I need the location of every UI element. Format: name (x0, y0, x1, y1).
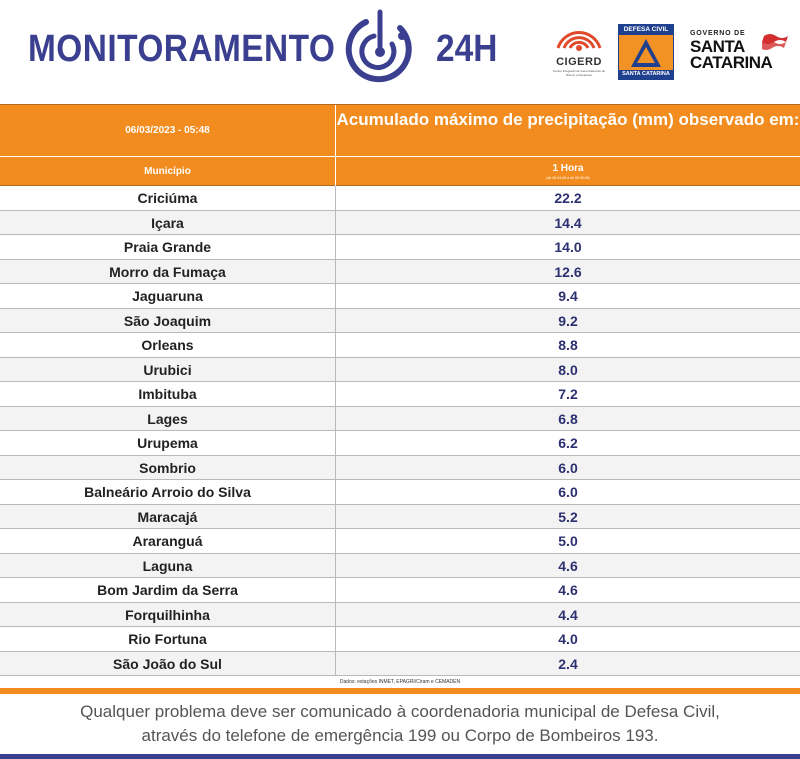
table-title: Acumulado máximo de precipitação (mm) observado em: (336, 105, 800, 157)
flag-icon (762, 32, 788, 50)
value-cell: 4.6 (558, 582, 578, 598)
value-cell: 6.0 (558, 484, 578, 500)
municipio-cell: Orleans (0, 333, 336, 357)
value-cell: 5.2 (558, 508, 578, 525)
gov-line1: GOVERNO DE (690, 30, 746, 37)
table-row (0, 480, 800, 505)
municipio-cell: Imbituba (0, 382, 336, 406)
value-cell: 14.0 (554, 239, 582, 255)
table-row (0, 407, 800, 432)
municipio-cell: Araranguá (0, 529, 336, 553)
table-body (0, 186, 800, 676)
table-row (0, 235, 800, 260)
municipio-cell: Maracajá (0, 505, 336, 529)
municipio-cell: Urubici (0, 358, 336, 382)
gov-line2: SANTA (690, 37, 745, 56)
municipio-cell: Morro da Fumaça (0, 260, 336, 284)
defesa-civil-top-label: DEFESA CIVIL (619, 25, 673, 35)
cigerd-logo (548, 22, 610, 80)
value-cell: 6.8 (558, 410, 578, 427)
table-row (0, 456, 800, 481)
value-cell: 4.0 (558, 631, 578, 647)
footer-line1: Qualquer problema deve ser comunicado à coordenadoria municipal de Defesa Civil, (80, 702, 720, 721)
governo-sc-logo (690, 30, 790, 74)
page-header (0, 0, 800, 104)
municipio-cell: Praia Grande (0, 235, 336, 259)
table-row (0, 652, 800, 677)
table-row (0, 431, 800, 456)
table-row (0, 578, 800, 603)
municipio-cell: Içara (0, 211, 336, 235)
municipio-cell: Rio Fortuna (0, 627, 336, 651)
footer-blue-bar (0, 754, 800, 759)
value-cell: 6.0 (558, 459, 578, 476)
table-row (0, 211, 800, 236)
value-cell: 7.2 (558, 386, 578, 402)
defesa-civil-bottom-label: SANTA CATARINA (619, 70, 673, 79)
column-header-period (336, 157, 800, 186)
municipio-cell: Bom Jardim da Serra (0, 578, 336, 602)
table-row (0, 260, 800, 285)
value-cell: 2.4 (558, 655, 578, 672)
value-cell: 8.0 (558, 361, 578, 378)
table-row (0, 309, 800, 334)
value-cell: 9.4 (558, 288, 578, 304)
footer-notice (0, 694, 800, 759)
data-source-note: Dados: estações INMET, EPAGRI/Ciram e CEMADEN (339, 679, 461, 685)
value-cell: 4.6 (558, 557, 578, 574)
municipio-cell: São Joaquim (0, 309, 336, 333)
brand-title: MONITORAMENTO (28, 28, 336, 70)
table-row (0, 603, 800, 628)
cigerd-label: CIGERD (556, 56, 602, 68)
table-row (0, 284, 800, 309)
table-row (0, 186, 800, 211)
value-cell: 4.4 (558, 606, 578, 623)
defesa-civil-logo (618, 24, 674, 80)
table-row (0, 333, 800, 358)
footer-line2: através do telefone de emergência 199 ou Corpo de Bombeiros 193. (141, 726, 659, 745)
table-row (0, 554, 800, 579)
municipio-cell: Laguna (0, 554, 336, 578)
cigerd-subtitle: Centro Integrado de Gerenciamento de Riscos e Desastres (552, 69, 606, 77)
value-cell: 8.8 (558, 337, 578, 353)
municipio-cell: São João do Sul (0, 652, 336, 676)
value-cell: 6.2 (558, 435, 578, 451)
table-row (0, 382, 800, 407)
civil-defense-triangle-icon (629, 37, 663, 69)
table-row (0, 627, 800, 652)
municipio-cell: Jaguaruna (0, 284, 336, 308)
value-cell: 14.4 (554, 214, 582, 231)
municipio-cell: Balneário Arroio do Silva (0, 480, 336, 504)
table-row (0, 358, 800, 383)
brand-suffix: 24H (436, 28, 498, 70)
period-range: (de 06-04:48 a de 06 05:48) (546, 176, 590, 180)
signal-waves-icon (548, 22, 610, 56)
column-header-municipio: Município (0, 157, 336, 186)
table-row (0, 529, 800, 554)
value-cell: 22.2 (554, 190, 582, 206)
municipio-cell: Lages (0, 407, 336, 431)
report-datetime: 06/03/2023 - 05:48 (0, 105, 336, 157)
period-label: 1 Hora (552, 163, 584, 174)
monitoring-target-logo (340, 8, 420, 88)
municipio-cell: Forquilhinha (0, 603, 336, 627)
table-header (0, 104, 800, 186)
municipio-cell: Criciúma (0, 186, 336, 210)
value-cell: 9.2 (558, 312, 578, 329)
table-row (0, 505, 800, 530)
municipio-cell: Sombrio (0, 456, 336, 480)
value-cell: 12.6 (554, 263, 582, 280)
municipio-cell: Urupema (0, 431, 336, 455)
gov-line3: CATARINA (690, 53, 773, 72)
value-cell: 5.0 (558, 533, 578, 549)
